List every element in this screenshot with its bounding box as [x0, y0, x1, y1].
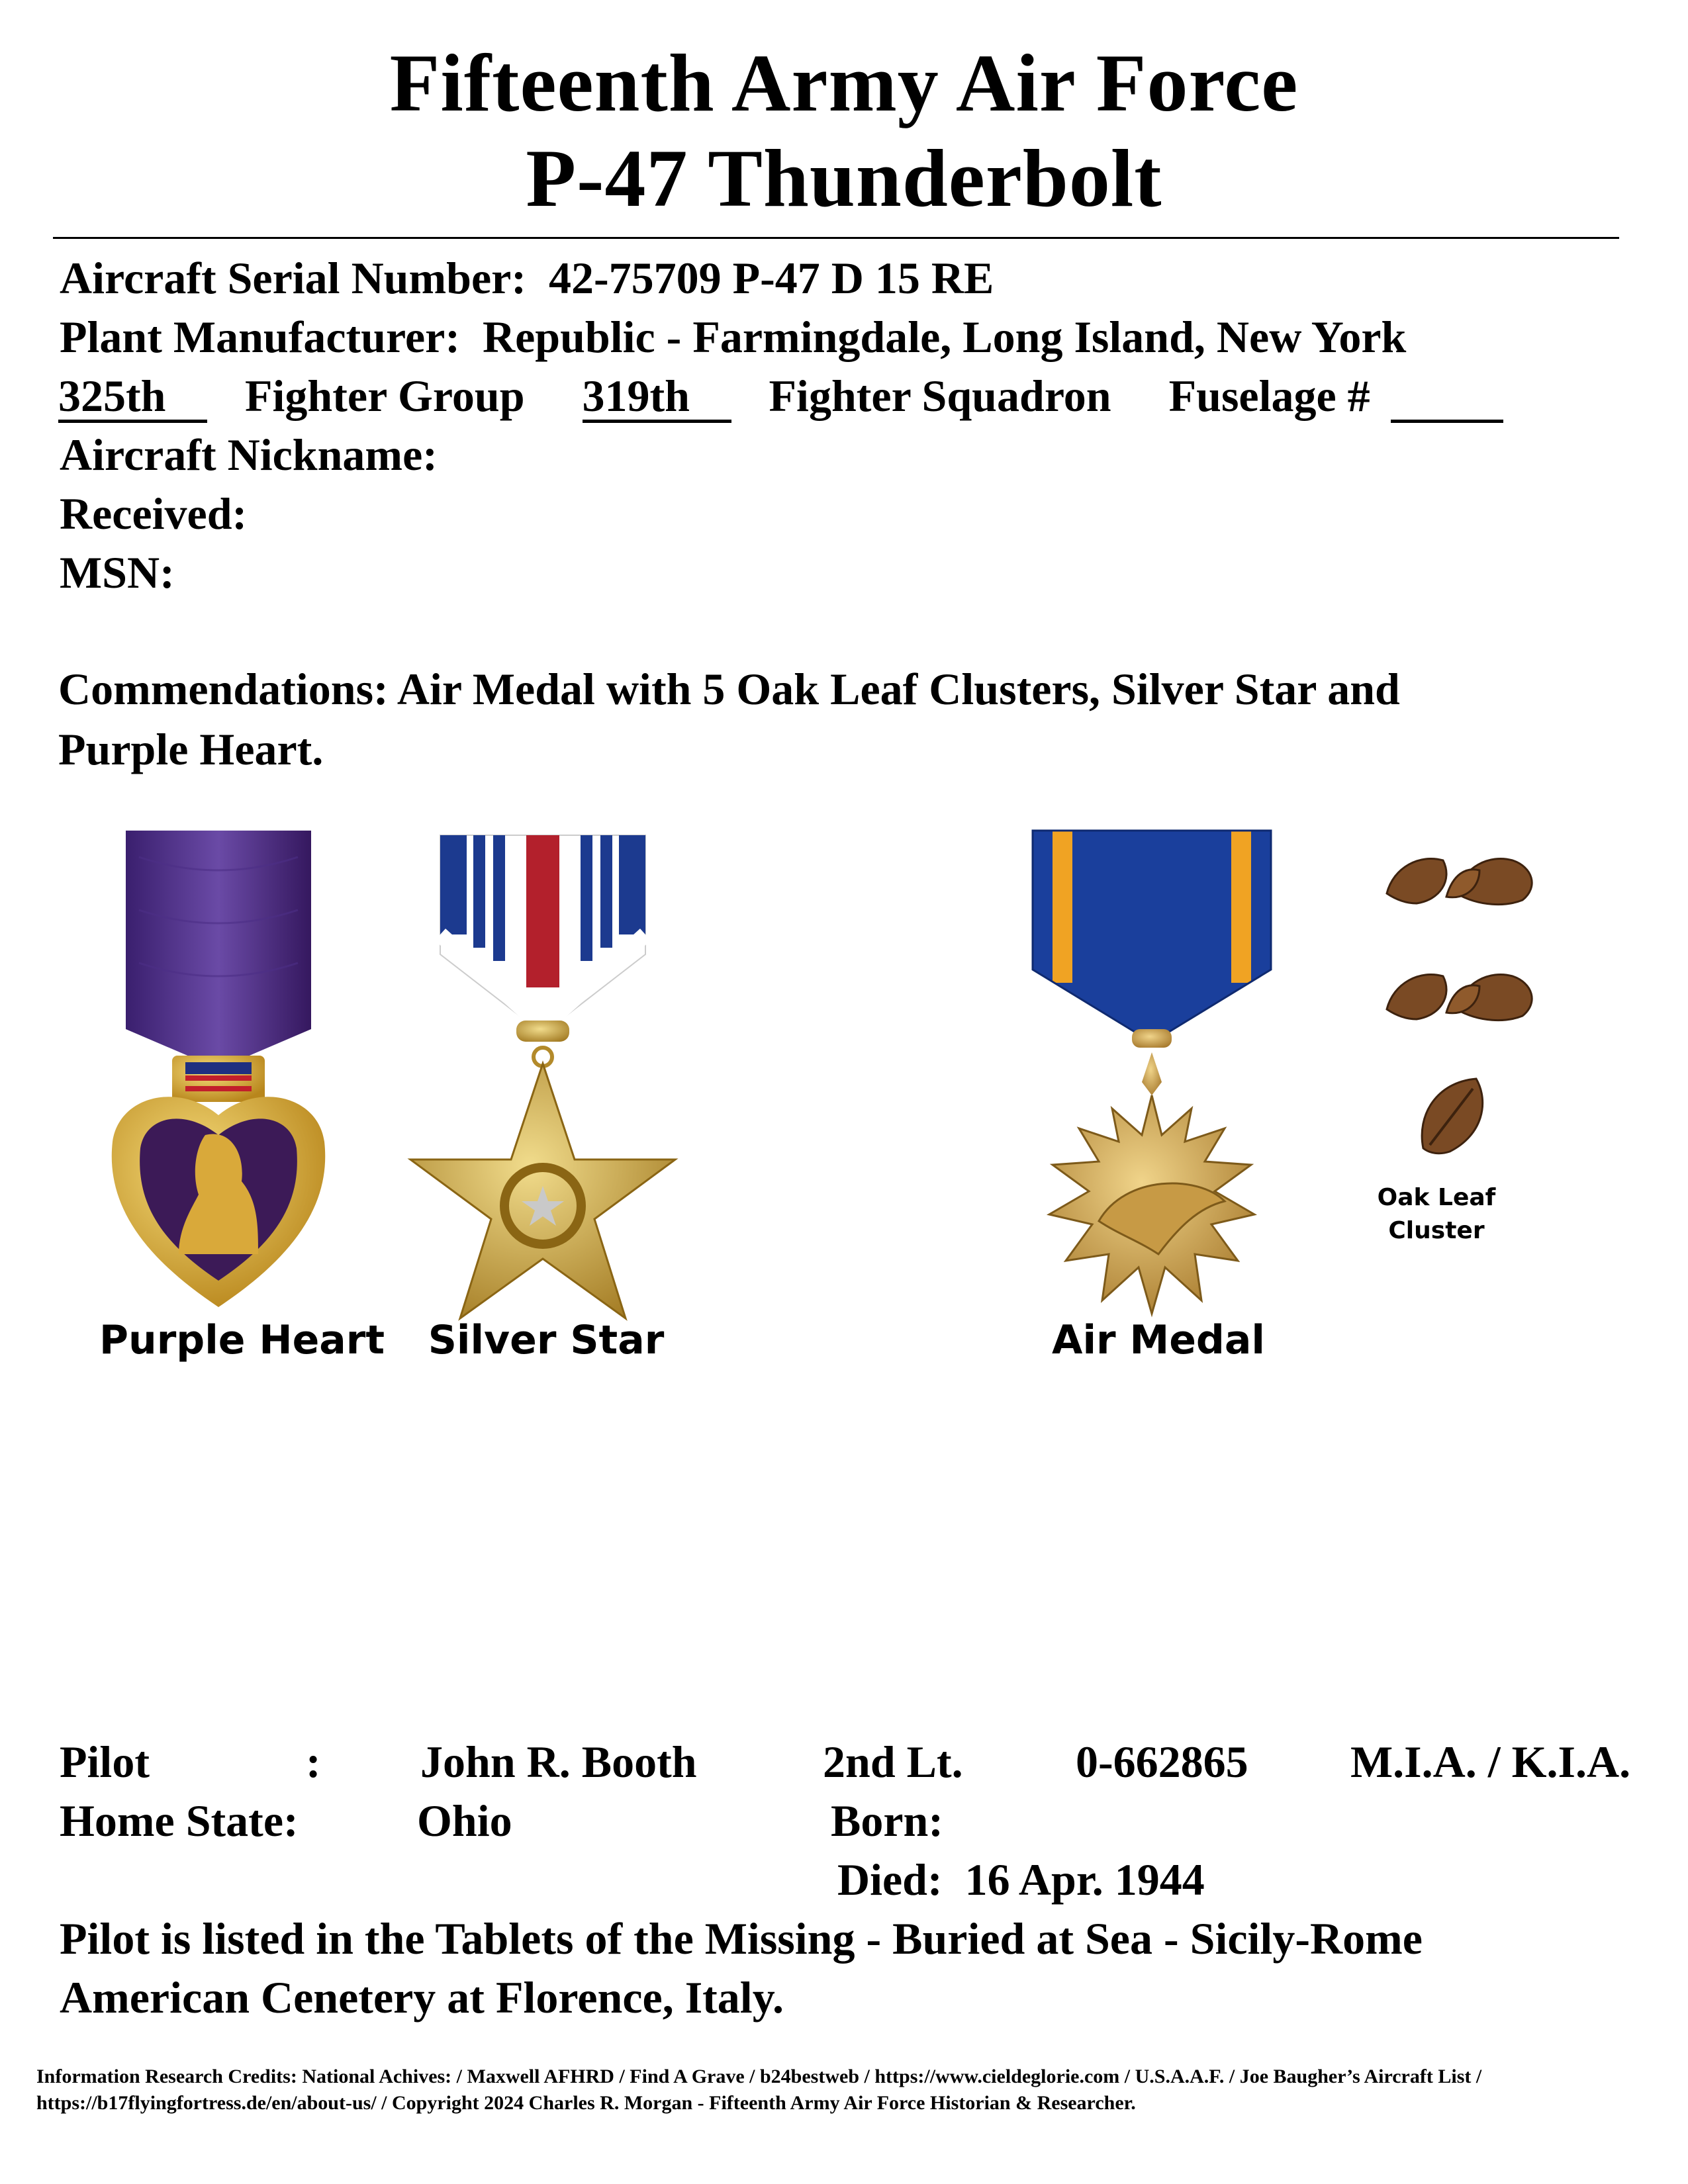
fuselage-blank — [1391, 372, 1503, 423]
died-label: Died: — [837, 1854, 943, 1905]
serial-row — [60, 249, 994, 307]
died-row — [837, 1850, 1205, 1909]
born-label: Born: — [831, 1796, 943, 1846]
serial-value: 42-75709 P-47 D 15 RE — [548, 253, 994, 303]
silver-star-caption: Silver Star — [428, 1317, 665, 1363]
group-label: Fighter Group — [245, 371, 525, 421]
unit-row — [58, 367, 1503, 425]
purple-heart-caption: Purple Heart — [99, 1317, 385, 1363]
serial-label: Aircraft Serial Number: — [60, 253, 526, 303]
pilot-rank: 2nd Lt. — [823, 1737, 963, 1787]
nickname-label: Aircraft Nickname: — [60, 430, 438, 480]
fuselage-label: Fuselage # — [1168, 371, 1370, 421]
pilot-label: Pilot — [60, 1737, 150, 1787]
pilot-status: M.I.A. / K.I.A. — [1350, 1737, 1631, 1787]
oak-leaf-cluster-icon — [1380, 956, 1546, 1029]
title-divider — [53, 237, 1619, 239]
msn-label: MSN: — [60, 547, 175, 598]
pilot-colon: : — [306, 1737, 321, 1787]
received-label: Received: — [60, 488, 248, 539]
died-value: 16 Apr. 1944 — [964, 1854, 1205, 1905]
pilot-serial: 0-662865 — [1076, 1737, 1248, 1787]
credits-line1: Information Research Credits: National Achives: / Maxwell AFHRD / Find A Grave / b24bestweb / https://www.cieldeglorie.com / U.S.A.A.F. / Joe Baugher’s Aircraft List / — [36, 2066, 1482, 2087]
purple-heart-medal-image — [99, 831, 338, 1320]
silver-star-medal-image — [404, 835, 682, 1325]
manufacturer-row — [60, 308, 1406, 366]
oak-leaf-caption-line1: Oak Leaf — [1377, 1184, 1496, 1211]
credits-line2: https://b17flyingfortress.de/en/about-us/ / Copyright 2024 Charles R. Morgan - Fifteenth Army Air Force Historian & Researcher. — [36, 2092, 1136, 2114]
oak-leaf-caption-line2: Cluster — [1388, 1217, 1485, 1244]
commendations-line2: Purple Heart. — [58, 724, 324, 774]
air-medal-caption: Air Medal — [1052, 1317, 1265, 1363]
manufacturer-value: Republic - Farmingdale, Long Island, New York — [482, 312, 1407, 362]
pilot-note-line1: Pilot is listed in the Tablets of the Missing - Buried at Sea - Sicily-Rome — [60, 1913, 1423, 1964]
commendations-line1: Commendations: Air Medal with 5 Oak Leaf Clusters, Silver Star and — [58, 664, 1400, 714]
pilot-name: John R. Booth — [420, 1737, 697, 1787]
oak-leaf-cluster-icon — [1380, 841, 1546, 913]
squadron-value: 319th — [583, 372, 731, 423]
home-state-label: Home State: — [60, 1796, 299, 1846]
air-medal-image — [1026, 831, 1278, 1320]
page-subtitle: P-47 Thunderbolt — [526, 133, 1162, 224]
page-title: Fifteenth Army Air Force — [389, 38, 1299, 128]
group-value: 325th — [58, 372, 207, 423]
pilot-note-line2: American Cenetery at Florence, Italy. — [60, 1972, 784, 2023]
manufacturer-label: Plant Manufacturer: — [60, 312, 460, 362]
home-state-value: Ohio — [417, 1796, 512, 1846]
oak-leaf-cluster-icon — [1410, 1069, 1503, 1161]
squadron-label: Fighter Squadron — [769, 371, 1111, 421]
